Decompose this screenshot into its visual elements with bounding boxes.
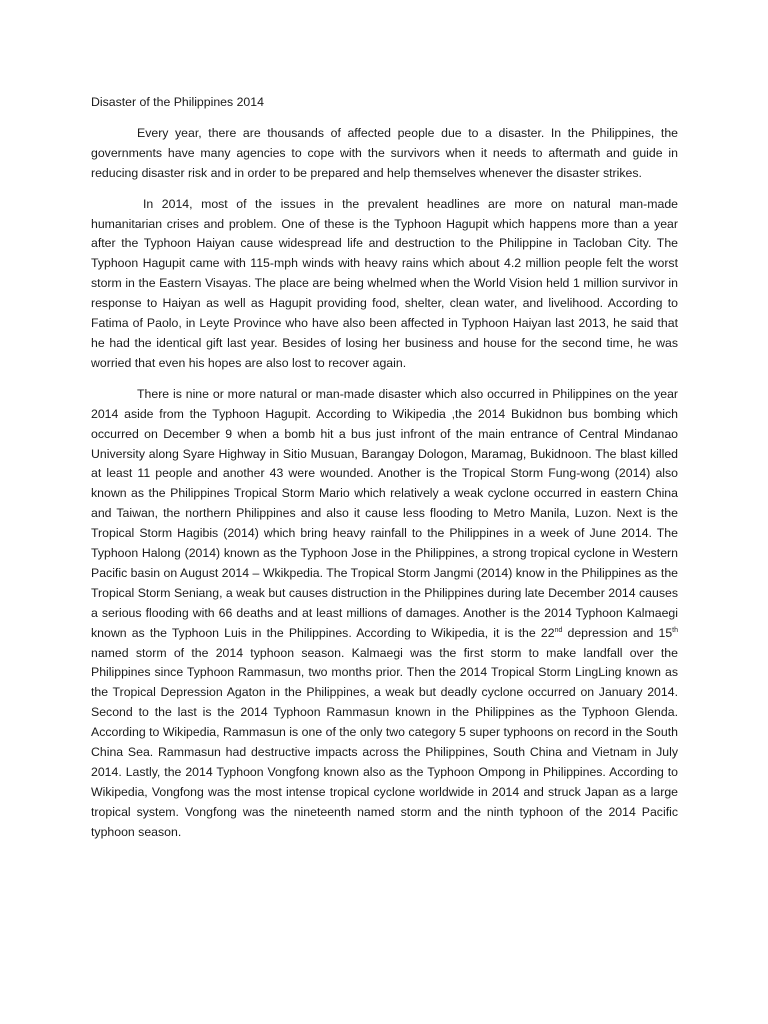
ordinal-suffix-th: th xyxy=(672,626,678,634)
paragraph-other-disasters-text-2: depression and 15 xyxy=(562,625,673,640)
paragraph-other-disasters-text-3: named storm of the 2014 typhoon season. Kalmaegi was the first storm to make landfall over the Philippines since Typhoon Rammasun, two months prior. Then the 2014 Tropical Storm LingLing known as the Tropical Depression Agaton in the Philippines, a weak but deadly cyclone occurred on January 2014. Second to the last is the 2014 Typhoon Rammasun known in the Philippines as the Typhoon Glenda. According to Wikipedia, Rammasun is one of the only two category 5 super typhoons on record in the South China Sea. Rammasun had destructive impacts across the Philippines, South China and Vietnam in July 2014. Lastly, the 2014 Typhoon Vongfong known also as the Typhoon Ompong in Philippines. According to Wikipedia, Vongfong was the most intense tropical cyclone worldwide in 2014 and struck Japan as a large tropical system. Vongfong was the nineteenth named storm and the ninth typhoon of the 2014 Pacific typhoon season. xyxy=(91,645,678,839)
paragraph-intro: Every year, there are thousands of affected people due to a disaster. In the Philippines, the governments have many agencies to cope with the survivors when it needs to aftermath and guide in reducing disaster risk and in order to be prepared and help themselves whenever the disaster strikes. xyxy=(91,125,678,180)
paragraph-hagupit: In 2014, most of the issues in the prevalent headlines are more on natural man-made humanitarian crises and problem. One of these is the Typhoon Hagupit which happens more than a year after the Typhoon Haiyan cause widespread life and destruction to the Philippine in Tacloban City. The Typhoon Hagupit came with 115-mph winds with heavy rains which about 4.2 million people felt the worst storm in the Eastern Visayas. The place are being whelmed when the World Vision held 1 million survivor in response to Haiyan as well as Hagupit providing food, shelter, clean water, and livelihood. According to Fatima of Paolo, in Leyte Province who have also been affected in Typhoon Haiyan last 2013, he said that he had the identical gift last year. Besides of losing her business and house for the second time, he was worried that even his hopes are also lost to recover again. xyxy=(91,196,678,370)
paragraph-other-disasters-text-1: There is nine or more natural or man-made disaster which also occurred in Philippines on the year 2014 aside from the Typhoon Hagupit. According to Wikipedia ,the 2014 Bukidnon bus bombing which occurred on December 9 when a bomb hit a bus just infront of the main entrance of Central Mindanao University along Syare Highway in Sitio Musuan, Barangay Dologon, Maramag, Bukidnoon. The blast killed at least 11 people and another 43 were wounded. Another is the Tropical Storm Fung-wong (2014) also known as the Philippines Tropical Storm Mario which relatively a weak cyclone occurred in eastern China and Taiwan, the northern Philippines and also it cause less flooding to Metro Manila, Luzon. Next is the Tropical Storm Hagibis (2014) which bring heavy rainfall to the Philippines in a week of June 2014. The Typhoon Halong (2014) known as the Typhoon Jose in the Philippines, a strong tropical cyclone in Western Pacific basin on August 2014 – Wkikpedia. The Tropical Storm Jangmi (2014) know in the Philippines as the Tropical Storm Seniang, a weak but causes distruction in the Philippines during late December 2014 causes a serious flooding with 66 deaths and at least millions of damages. Another is the 2014 Typhoon Kalmaegi known as the Typhoon Luis in the Philippines. According to Wikipedia, it is the 22 xyxy=(91,386,678,640)
document-page xyxy=(91,93,678,854)
document-title: Disaster of the Philippines 2014 xyxy=(91,95,264,109)
ordinal-suffix-nd: nd xyxy=(554,626,563,634)
paragraph-other-disasters xyxy=(91,385,678,843)
